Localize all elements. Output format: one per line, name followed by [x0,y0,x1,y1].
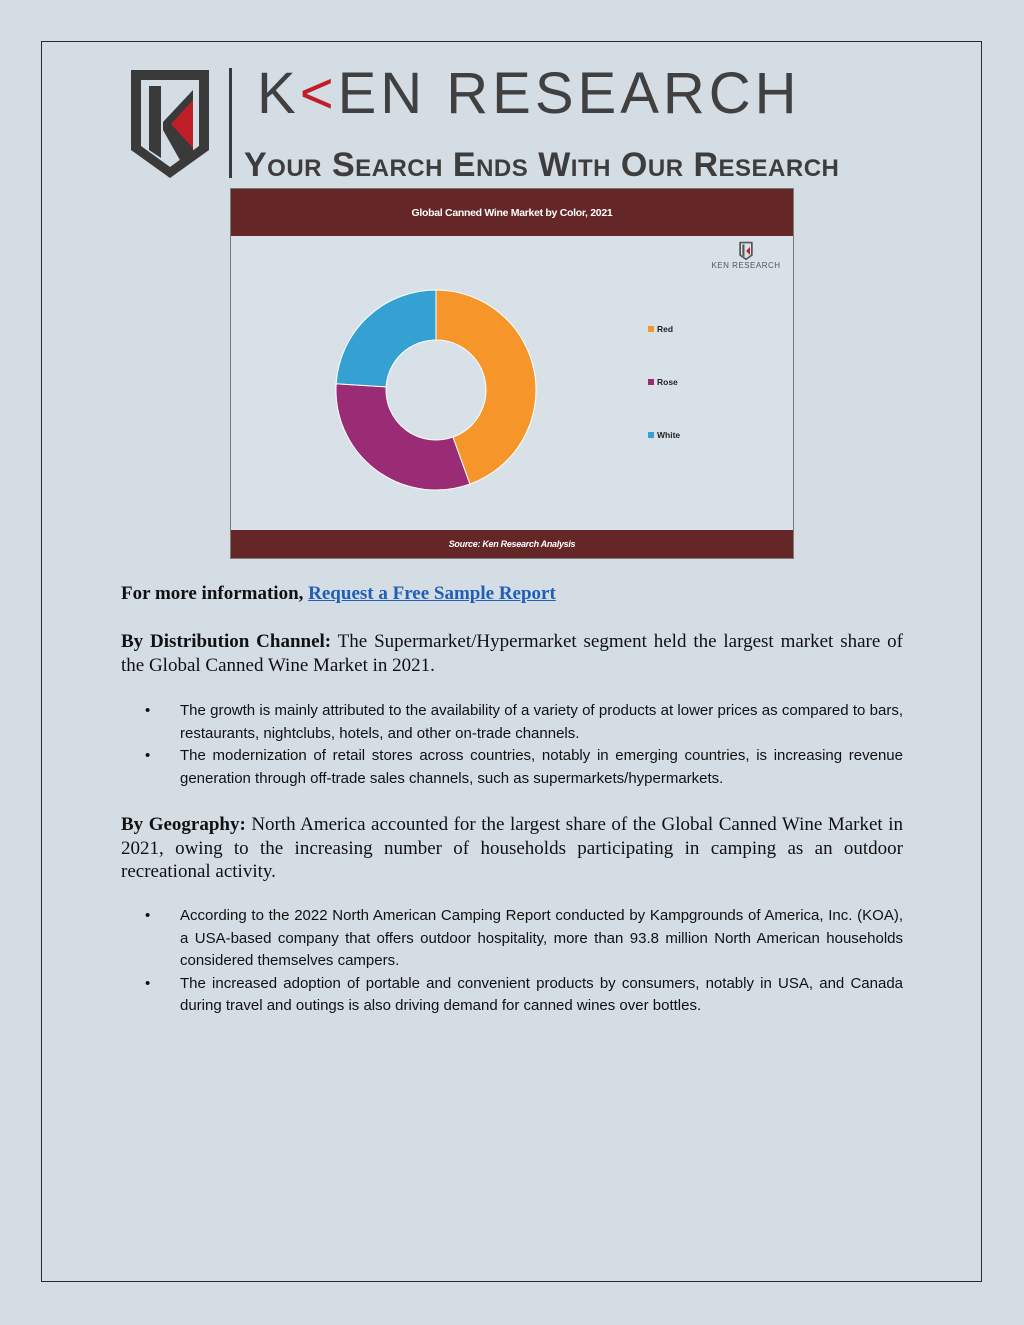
more-info-line [121,583,903,605]
legend-item-white [648,430,680,440]
legend-swatch [648,326,654,332]
donut-slice-rose [336,384,470,490]
legend-item-red [648,324,673,334]
bullet-icon: • [145,974,151,992]
list-item: • The increased adoption of portable and convenient products by consumers, notably in USA, and Canada during travel and outings is also driving demand for canned wines over bottles. [145,974,903,1014]
geography-bullets [141,905,903,1018]
geography-paragraph [121,813,903,884]
brand-name: K<EN RESEARCH [257,61,801,126]
legend-swatch [648,432,654,438]
mini-logo-text: KEN RESEARCH [711,261,781,270]
bullet-icon: • [145,747,151,764]
ken-research-logo [127,61,902,186]
geography-text: North America accounted for the largest share of the Global Canned Wine Market in 2021, owing to the increasing number of households participating in camping as an outdoor recreational activity. [121,814,904,882]
ken-research-shield-icon [127,66,213,182]
chart-source: Source: Ken Research Analysis [231,530,793,558]
brand-tagline: Your Search Ends With Our Research [244,146,840,184]
request-sample-link[interactable]: Request a Free Sample Report [308,583,556,604]
mini-shield-icon [738,241,754,261]
distribution-text: The Supermarket/Hypermarket segment held the largest market share of the Global Canned Wine Market in 2021. [121,631,903,676]
distribution-heading: By Distribution Channel: [121,631,332,652]
donut-slice-white [336,290,436,387]
donut-chart [331,285,541,495]
list-item: • The modernization of retail stores across countries, notably in emerging countries, is increasing revenue generation through off-trade sales channels, such as supermarkets/hypermarkets. [145,747,903,787]
legend-item-rose [648,377,678,387]
chart-mini-logo [701,241,791,273]
legend-label: Red [657,324,674,334]
legend-label: White [657,430,681,440]
list-item: • The growth is mainly attributed to the availability of a variety of products at lower prices as compared to bars, restaurants, nightclubs, hotels, and other on-trade channels. [145,702,903,742]
legend-label: Rose [657,377,678,387]
legend-swatch [648,379,654,385]
logo-divider [229,68,232,178]
bullet-icon: • [145,907,151,924]
list-item: • According to the 2022 North American Camping Report conducted by Kampgrounds of America, Inc. (KOA), a USA-based company that offers outdoor hospitality, more than 93.8 million North American households considered themselves campers. [145,907,903,969]
distribution-bullets [141,700,903,790]
chart-panel [230,188,794,559]
chart-title: Global Canned Wine Market by Color, 2021 [231,189,793,236]
distribution-paragraph [121,630,903,677]
bullet-icon: • [145,702,151,719]
more-info-prefix: For more information, [121,583,309,604]
geography-heading: By Geography: [121,814,246,835]
